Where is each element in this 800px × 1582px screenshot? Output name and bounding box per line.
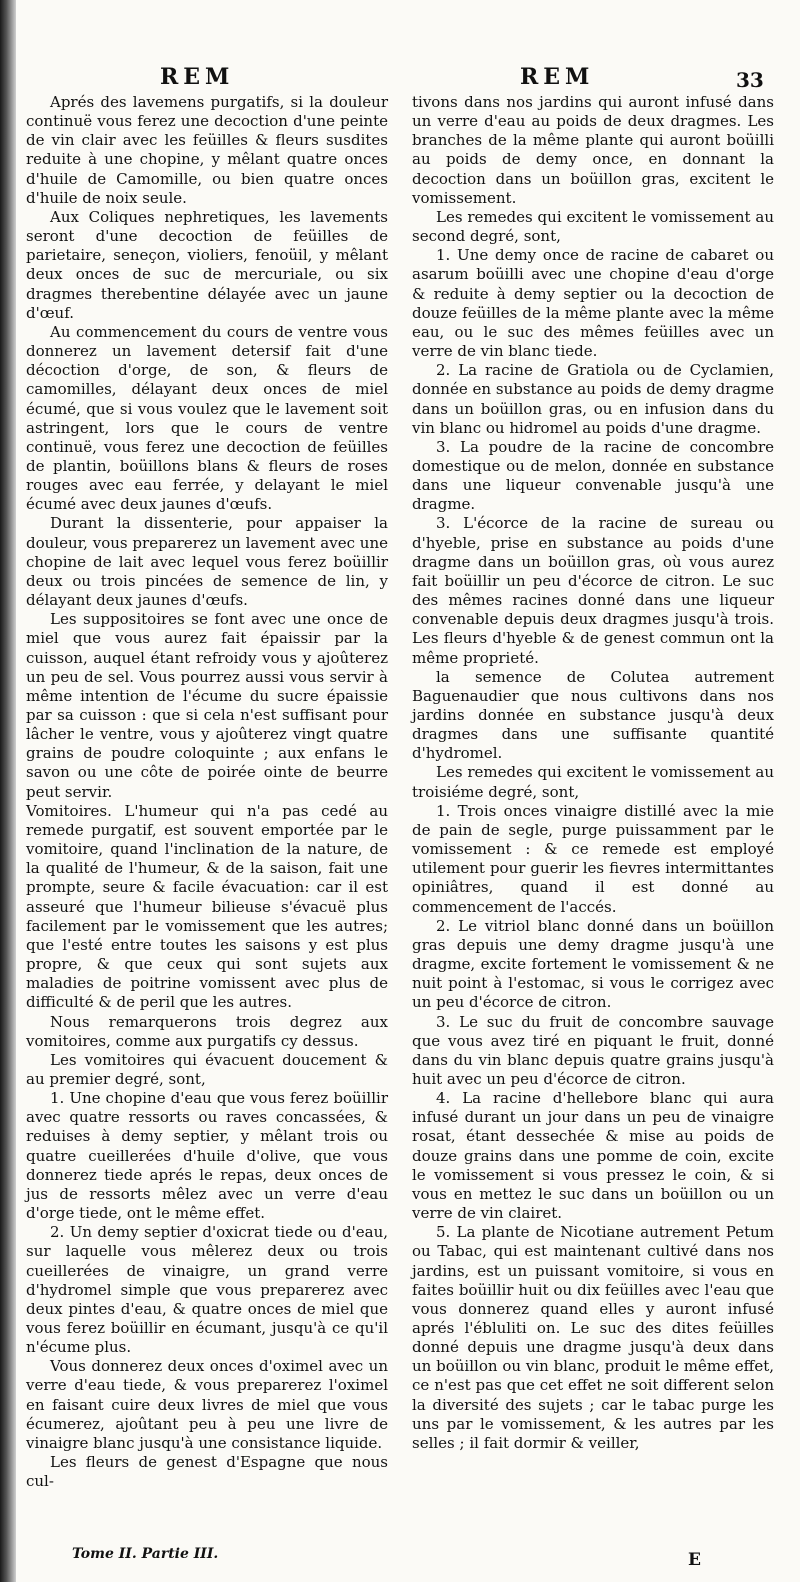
paragraph: 3. La poudre de la racine de concombre domestique ou de melon, donnée en substance dans une liqueur convenable jusqu'à une dragme. bbox=[412, 437, 774, 514]
paragraph: 4. La racine d'hellebore blanc qui aura infusé durant un jour dans un peu de vinaigre rosat, étant dessechée & mise au poids de douze grains dans une pomme de coin, excite le vomissement si vous pressez le coin, & si vous en mettez le suc dans un boüillon ou un verre de vin clairet. bbox=[412, 1089, 774, 1223]
volume-footer: Tome II. Partie III. bbox=[72, 1546, 219, 1562]
paragraph: tivons dans nos jardins qui auront infusé dans un verre d'eau au poids de deux dragmes. Les branches de la même plante qui auront boüilli au poids de demy once, en donnant la decoction dans un boüillon gras, excitent le vomissement. bbox=[412, 93, 774, 207]
paragraph: Les fleurs de genest d'Espagne que nous cul- bbox=[26, 1453, 388, 1491]
paragraph: Les remedes qui excitent le vomissement au troisiéme degré, sont, bbox=[412, 763, 774, 801]
paragraph-vomitoires: Vomitoires. L'humeur qui n'a pas cedé au remede purgatif, est souvent emportée par le vomitoire, quand l'inclination de la nature, de la qualité de l'humeur, & de la saison, fait une prompte, seure & facile évacuation: car il est asseuré que l'humeur bilieuse s'évacuë plus facilement par le vomissement que les autres; que l'esté entre toutes les saisons y est plus propre, & que ceux qui sont sujets aux maladies de poitrine vomissent avec plus de difficulté & de peril que les autres. bbox=[26, 801, 388, 1012]
paragraph: Durant la dissenterie, pour appaiser la douleur, vous preparerez un lavement avec une chopine de lait avec lequel vous ferez boüillir deux ou trois pincées de semence de lin, y délayant deux jaunes d'œufs. bbox=[26, 514, 388, 610]
paragraph: Au commencement du cours de ventre vous donnerez un lavement detersif fait d'une décoction d'orge, de son, & fleurs de camomilles, délayant deux onces de miel écumé, que si vous voulez que le lavement soit astringent, lors que le cours de ventre continuë, vous ferez une decoction de feüilles de plantin, boüillons blans & fleurs de roses rouges avec eau ferrée, y delayant le miel écumé avec deux jaunes d'œufs. bbox=[26, 322, 388, 514]
paragraph: Aux Coliques nephretiques, les lavements seront d'une decoction de feüilles de parietaire, seneçon, violiers, fenoüil, y mêlant deux onces de suc de mercuriale, ou six dragmes therebentine délayée avec un jaune d'œuf. bbox=[26, 207, 388, 322]
paragraph: 1. Une demy once de racine de cabaret ou asarum boüilli avec une chopine d'eau d'orge & reduite à demy septier ou la decoction de douze feüilles de la même plante avec la même eau, ou le suc des mêmes feüilles avec un verre de vin blanc tiede. bbox=[412, 246, 774, 361]
paragraph: 3. L'écorce de la racine de sureau ou d'hyeble, prise en substance au poids d'une dragme dans un boüillon gras, où vous aurez fait boüillir un peu d'écorce de citron. Le suc des mêmes racines donné dans une liqueur convenable depuis deux dragmes jusqu'à trois. Les fleurs d'hyeble & de genest commun ont la même proprieté. bbox=[412, 514, 774, 667]
paragraph: Aprés des lavemens purgatifs, si la douleur continuë vous ferez une decoction d'une peinte de vin clair avec les feüilles & fleurs susdites reduite à une chopine, y mêlant quatre onces d'huile de Camomille, ou bien quatre onces d'huile de noix seule. bbox=[26, 93, 388, 207]
paragraph: Les remedes qui excitent le vomissement au second degré, sont, bbox=[412, 207, 774, 246]
paragraph: Les vomitoires qui évacuent doucement & au premier degré, sont, bbox=[26, 1050, 388, 1088]
running-head-right: REM bbox=[520, 64, 595, 90]
right-column bbox=[412, 93, 774, 1453]
paragraph: 2. Le vitriol blanc donné dans un boüillon gras depuis une demy dragme jusqu'à une dragme, excite fortement le vomissement & ne nuit point à l'estomac, si vous le corrigez avec un peu d'écorce de citron. bbox=[412, 916, 774, 1012]
page-number: 33 bbox=[736, 68, 764, 92]
signature-mark: E bbox=[688, 1550, 701, 1570]
paragraph: 1. Trois onces vinaigre distillé avec la mie de pain de segle, purge puissamment par le vomissement : & ce remede est employé utilement pour guerir les fievres intermittantes opiniâtres, quand il est donné au commencement de l'accés. bbox=[412, 801, 774, 916]
paragraph: 2. La racine de Gratiola ou de Cyclamien, donnée en substance au poids de demy dragme dans un boüillon gras, ou en infusion dans du vin blanc ou hidromel au poids d'une dragme. bbox=[412, 361, 774, 437]
paragraph: Vous donnerez deux onces d'oximel avec un verre d'eau tiede, & vous preparerez l'oximel en faisant cuire deux livres de miel que vous écumerez, ajoûtant peu à peu une livre de vinaigre blanc jusqu'à une consistance liquide. bbox=[26, 1357, 388, 1452]
paragraph: la semence de Colutea autrement Baguenaudier que nous cultivons dans nos jardins donnée en substance jusqu'à deux dragmes dans une suffisante quantité d'hydromel. bbox=[412, 667, 774, 763]
left-column bbox=[26, 93, 388, 1491]
paragraph: Nous remarquerons trois degrez aux vomitoires, comme aux purgatifs cy dessus. bbox=[26, 1012, 388, 1050]
paragraph: 1. Une chopine d'eau que vous ferez boüillir avec quatre ressorts ou raves concassées, & reduises à demy septier, y mêlant trois ou quatre cueillerées d'huile d'olive, que vous donnerez tiede aprés le repas, deux onces de jus de ressorts mêlez avec un verre d'eau d'orge tiede, ont le même effet. bbox=[26, 1089, 388, 1223]
paragraph: 5. La plante de Nicotiane autrement Petum ou Tabac, qui est maintenant cultivé dans nos jardins, est un puissant vomitoire, si vous en faites boüillir huit ou dix feüilles avec l'eau que vous donnerez quand elles y auront infusé aprés l'ébluliti on. Le suc des dites feüilles donné depuis une dragme jusqu'à deux dans un boüillon ou vin blanc, produit le même effet, ce n'est pas que cet effet ne soit different selon la diversité des sujets ; car le tabac purge les uns par le vomissement, & les autres par les selles ; il fait dormir & veiller, bbox=[412, 1223, 774, 1452]
paragraph: 2. Un demy septier d'oxicrat tiede ou d'eau, sur laquelle vous mêlerez deux ou trois cueillerées de vinaigre, un grand verre d'hydromel simple que vous preparerez avec deux pintes d'eau, & quatre onces de miel que vous ferez boüillir en écumant, jusqu'à ce qu'il n'écume plus. bbox=[26, 1223, 388, 1357]
running-head-left: REM bbox=[160, 64, 235, 90]
paragraph: 3. Le suc du fruit de concombre sauvage que vous avez tiré en piquant le fruit, donné dans du vin blanc depuis quatre grains jusqu'à huit avec un peu d'écorce de citron. bbox=[412, 1012, 774, 1088]
binding-gutter bbox=[0, 0, 16, 1582]
paragraph: Les suppositoires se font avec une once de miel que vous aurez fait épaissir par la cuisson, auquel étant refroidy vous y ajoûterez un peu de sel. Vous pourrez aussi vous servir à même intention de l'écume du sucre épaissie par sa cuisson : que si cela n'est suffisant pour lâcher le ventre, vous y ajoûterez vingt quatre grains de poudre coloquinte ; aux enfans le savon ou une côte de poirée ointe de beurre peut servir. bbox=[26, 610, 388, 801]
